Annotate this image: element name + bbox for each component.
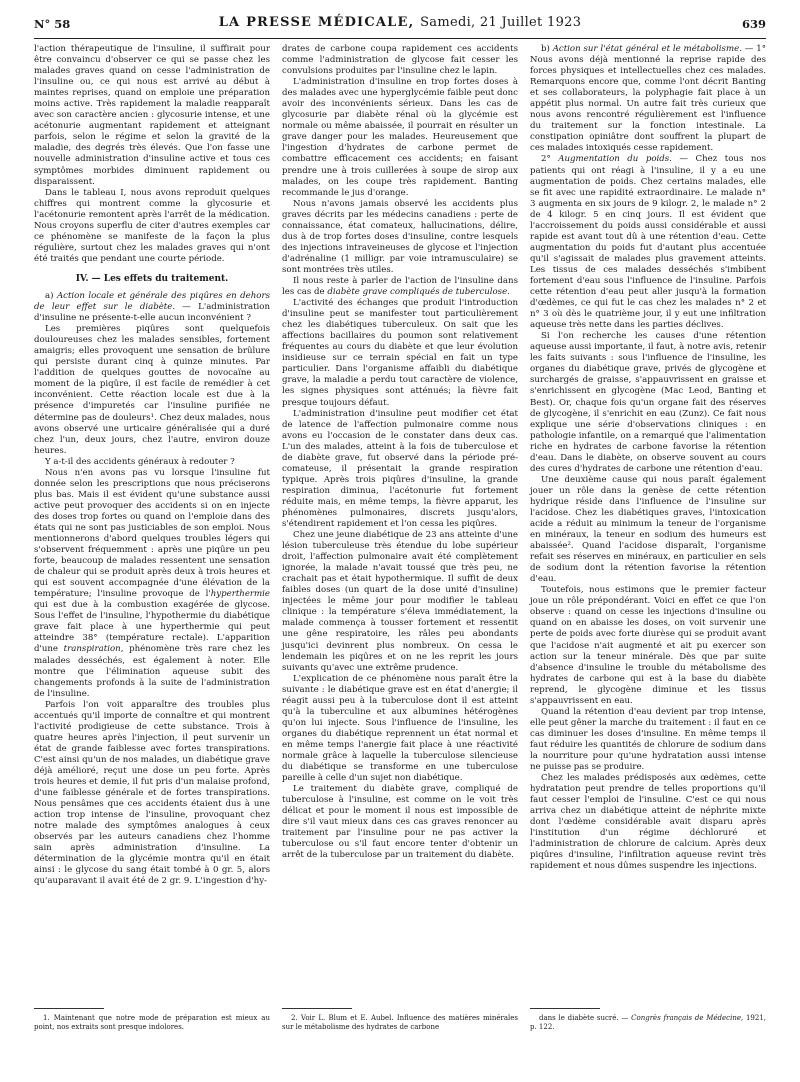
paragraph bbox=[530, 44, 766, 154]
paragraph: L'administration d'insuline en trop fortes doses à des malades avec une hyperglycémie faible peut donc avoir des inconvénients sérieux. Dans les cas de glycosurie par diabète rénal où la glycémie est normale ou même abaissée, il pourrait en résulter un grave danger pour les malades. Heureusement que l'ingestion d'hydrates de carbone permet de combattre efficacement ces accidents; en faisant prendre une à trois cuillerées à soupe de sirop aux malades, on les coupe très rapidement. Banting recommande le jus d'orange. bbox=[282, 77, 518, 198]
issue-number: N° 58 bbox=[34, 17, 71, 31]
section-heading: IV. — Les effets du traitement. bbox=[75, 273, 229, 284]
footnote-text: 2. Voir L. Blum et E. Aubel. Influence des matières minérales sur le métabolisme des hydrates de carbone bbox=[282, 1014, 518, 1031]
paragraph-text: qui est due à la combustion exagérée de glycose. Sous l'effet de l'insuline, l'hypothermie du diabétique grave fait place à une hyperthermie qui peut atteindre 38° (température rectale). L'apparition d'une bbox=[34, 600, 270, 655]
paragraph: L'explication de ce phénomène nous paraît être la suivante : le diabétique grave est en état d'anergie; il réagit aussi peu à la tuberculose dont il est atteint qu'à la tuberculine et aux albumines hétérogènes qu'on lui injecte. Sous l'influence de l'insuline, les organes du diabétique reprennent un état normal et en même temps l'anergie fait place à une réactivité normale grâce à laquelle la tuberculose silencieuse du diabétique se transforme en une tuberculose pareille à celle d'un sujet non diabétique. bbox=[282, 673, 518, 784]
footnote-2 bbox=[282, 1014, 518, 1033]
paragraph: l'action thérapeutique de l'insuline, il suffirait pour être convaincu d'observer ce qui se passe chez les malades graves quand on cesse l'administration de l'insuline ou, ce qui nous est arrivé au début à maintes reprises, quand on emploie une préparation moins active. Très rapidement la maladie reapparaît avec son caractère ancien : glycosurie intense, et une acétonurie augmentant rapidement et atteignant parfois, selon le régime et selon la gravité de la maladie, des degrés très élevés. Que l'on fasse une nouvelle administration d'insuline active et tous ces symptômes morbides diminuent rapidement ou disparaissent. bbox=[34, 44, 270, 187]
paragraph bbox=[282, 276, 518, 298]
paragraph: Parfois l'on voit apparaître des troubles plus accentués qu'il importe de connaître et qui montrent l'activité prodigieuse de cette substance. Trois à quatre heures après l'injection, il peut survenir un état de grande faiblesse avec fortes transpirations. C'est ainsi qu'un de nos malades, un diabétique grave déjà amélioré, reçut une dose un peu forte. Après trois heures et demie, il fut pris d'un malaise profond, d'une faiblesse générale et de fortes transpirations. Nous pensâmes que ces accidents étaient dus à une action trop intense de l'insuline, provoquant chez notre malade des symptômes analogues à ceux observés par les auteurs canadiens chez l'homme sain après administration d'insuline. La détermination de la glycémie montra qu'il en était ainsi : le glycose du sang était tombé à 0 gr. 5, alors qu'auparavant il avait été de 2 gr. 9. L'ingestion d'hy- bbox=[34, 699, 270, 887]
page-number: 639 bbox=[741, 17, 766, 31]
column-2 bbox=[282, 44, 518, 861]
issue-date: Samedi, 21 Juillet 1923 bbox=[420, 15, 582, 30]
citation-title: Congrès français de Médecine bbox=[631, 1014, 741, 1022]
paragraph-text: — Chez tous nos patients qui ont réagi à l'insuline, il y a eu une augmentation de poids. Chez certains malades, elle se fit avec une rapidité extraordinaire. Le malade n° 3 augmenta en six jours de 9 kilogr. 2, le malade n° 2 de 4 kilogr. 5 en cinq jours. Il est évident que l'accroissement du poids aussi considérable et aussi rapide est avant tout dû à une rétention d'eau. Cette augmentation du poids fut d'autant plus accentuée qu'il s'agissait de malades plus gravement atteints. Les tissus de ces malades desséchés s'imbibent fortement d'eau sous l'influence de l'insuline. Parfois cette rétention d'eau peut aller jusqu'à la formation d'œdèmes, ce qui fut le cas chez les malades n° 2 et n° 3 où dès le quatrième jour, il y eut une infiltration aqueuse très nette dans les parties déclives. bbox=[530, 154, 766, 331]
footnote-2-continued bbox=[530, 1014, 766, 1033]
emphasis: transpiration bbox=[63, 644, 121, 655]
subsection-title: Augmentation du poids. bbox=[558, 154, 672, 165]
footnote-rule bbox=[530, 1008, 600, 1009]
paragraph-text: Il nous reste à parler de l'action de l'insuline dans les cas de bbox=[282, 275, 518, 298]
paragraph: Chez une jeune diabétique de 23 ans atteinte d'une lésion tuberculeuse très étendue du lobe supérieur droit, l'affection pulmonaire avait été complètement ignorée, la malade n'avait toussé que très peu, ne crachait pas et était hypothermique. Il suffit de deux faibles doses (un quart de la dose unité d'insuline) injectées le même jour pour modifier le tableau clinique : la température s'éleva immédiatement, la malade commença à tousser fortement et ressentit une gêne respiratoire, les râles peu abondants jusqu'ici devinrent plus nombreux. On cessa le lendemain les piqûres et on ne les reprit les jours suivants qu'avec une extrême prudence. bbox=[282, 530, 518, 673]
footnote-text: 1. Maintenant que notre mode de préparation est mieux au point, nos extraits sont presque indolores. bbox=[34, 1014, 270, 1031]
paragraph: Y a-t-il des accidents généraux à redouter ? bbox=[45, 456, 235, 467]
paragraph-text: — L'administration d'insuline ne présente-t-elle aucun inconvénient ? bbox=[34, 302, 270, 324]
paragraph: Nous n'avons jamais observé les accidents plus graves décrits par les médecins canadiens : perte de connaissance, état comateux, hallucinations, délire, dus à de trop fortes doses d'insuline, contre lesquels des injections intraveineuses de glycose et l'injection d'adrénaline (1 milligr. par voie intramusculaire) se sont montrées très utiles. bbox=[282, 198, 518, 275]
paragraph: Le traitement du diabète grave, compliqué de tuberculose à l'insuline, est comme on le voit très délicat et pour le moment il nous est impossible de dire s'il vaut mieux dans ces cas graves renoncer au traitement par l'insuline pour ne pas activer la tuberculose ou s'il faut encore tenter d'obtenir un arrêt de la tuberculose par un traitement du diabète. bbox=[282, 784, 518, 861]
paragraph: L'activité des échanges que produit l'introduction d'insuline peut se manifester tout particulièrement chez les diabétiques tuberculeux. On sait que les affections bacillaires du poumon sont relativement fréquentes au cours du diabète et que leur évolution insidieuse sur ce terrain spécial en fait un type particulier. Dans l'organisme affaibli du diabétique grave, la maladie a perdu tout caractère de violence, les signes physiques sont atténués; la fièvre fait presque toujours défaut. bbox=[282, 298, 518, 408]
paragraph: drates de carbone coupa rapidement ces accidents comme l'administration de glycose fait cesser les convulsions produites par l'insuline chez le lapin. bbox=[282, 44, 518, 77]
subsection-marker: a) bbox=[45, 290, 57, 301]
journal-title bbox=[34, 15, 766, 30]
paragraph: L'administration d'insuline peut modifier cet état de latence de l'affection pulmonaire comme nous avons eu l'occasion de le constater dans deux cas. L'un des malades, atteint à la fois de tuberculose et de diabète grave, fut observé dans la période pré-comateuse, il présentait la grande respiration typique. Après trois piqûres d'insuline, la grande respiration diminua, l'acétonurie fut fortement réduite mais, en même temps, la fièvre apparut, les phénomènes pulmonaires, discrets jusqu'alors, s'étendirent rapidement et l'on cessa les piqûres. bbox=[282, 408, 518, 530]
footnote-rule bbox=[282, 1008, 352, 1009]
paragraph-text: — 1° Nous avons déjà mentionné la reprise rapide des forces physiques et intellectuelles chez ces malades. Remarquons encore que, comme l'ont décrit Banting et ses collaborateurs, la polyphagie fait place à un appétit plus normal. Un autre fait très curieux que nous avons rencontré régulièrement est l'influence du traitement sur la fonction intestinale. La constipation opiniâtre dont souffrent la plupart de ces malades intoxiqués cesse rapidement. bbox=[530, 44, 766, 154]
subsection-marker: b) bbox=[541, 44, 553, 54]
footnote-rule bbox=[34, 1008, 104, 1009]
paragraph bbox=[34, 291, 270, 324]
paragraph bbox=[530, 154, 766, 331]
paragraph: Quand la rétention d'eau devient par trop intense, elle peut gêner la marche du traitement : il faut en ce cas diminuer les doses d'insuline. En même temps il faut réduire les quantités de chlorure de sodium dans la nourriture pour qu'une hydratation aussi intense ne puisse pas se produire. bbox=[530, 706, 766, 773]
paragraph: Les premières piqûres sont quelquefois douloureuses chez les malades sensibles, fortement amaigris; elles provoquent une sensation de brûlure qui persiste durant cinq à quinze minutes. Par l'addition de quelques gouttes de novocaïne au moment de la piqûre, il est facile de remédier à cet inconvénient. Cette réaction locale est due à la présence d'impuretés car l'insuline purifiée ne détermine pas de douleurs¹. Chez deux malades, nous avons observé une urticaire généralisée qui a duré chez l'un, deux jours, chez l'autre, environ douze heures. bbox=[34, 324, 270, 456]
column-3 bbox=[530, 44, 766, 873]
footnote-1 bbox=[34, 1014, 270, 1033]
emphasis: hyperthermie bbox=[210, 589, 270, 600]
column-1 bbox=[34, 44, 270, 888]
paragraph: Si l'on recherche les causes d'une rétention aqueuse aussi importante, il faut, à notre avis, retenir les faits suivants : sous l'influence de l'insuline, les organes du diabétique grave, privés de glycogène et surchargés de graisse, s'appauvrissent en graisse et s'enrichissent en glycogène (Mac Leod, Banting et Best). Or, chaque fois qu'un organe fait des réserves de glycogène, il s'enrichit en eau (Zunz). Ce fait nous explique une série d'observations cliniques : en pathologie infantile, on a remarqué que l'alimentation riche en hydrates de carbone favorise la rétention d'eau. Dans le diabète, on observe souvent au cours des cures d'hydrates de carbone une rétention d'eau. bbox=[530, 331, 766, 474]
page-header bbox=[34, 14, 766, 39]
paragraph bbox=[34, 468, 270, 700]
paragraph-text: Nous n'en avons pas vu lorsque l'insuline fut donnée selon les prescriptions que nous préciserons plus bas. Mais il est évident qu'une substance aussi active peut provoquer des accidents si on en injecte des doses trop fortes ou quand on l'emploie dans des états qui ne sont pas justiciables de son emploi. Nous mentionnerons d'abord quelques troubles légers qui s'observent fréquemment : après une piqûre un peu forte, beaucoup de malades ressentent une sensation de chaleur qui se produit après deux à trois heures et qui est souvent accompagnée d'une élévation de la température; l'insuline provoque de l' bbox=[34, 467, 270, 600]
paragraph: Une deuxième cause qui nous paraît également jouer un rôle dans la genèse de cette rétention hydrique réside dans l'influence de l'insuline sur l'acidose. Chez les diabétiques graves, l'intoxication acide a réduit au minimum la teneur de l'organisme en minéraux, la teneur en sodium des humeurs est abaissée². Quand l'acidose disparaît, l'organisme refait ses réserves en minéraux, en particulier en sels de sodium dont la rétention favorise la rétention d'eau. bbox=[530, 474, 766, 585]
paragraph: Toutefois, nous estimons que le premier facteur joue un rôle prépondérant. Voici en effet ce que l'on observe : quand on cesse les injections d'insuline ou quand on en abaisse les doses, on voit survenir une perte de poids avec forte diurèse qui se produit avant que l'acidose n'ait augmenté et ait pu exercer son action sur la teneur minérale. Dès que par suite d'absence d'insuline le trouble du métabolisme des hydrates de carbone qui est à la base du diabète reprend, le glycogène diminue et les tissus s'appauvrissent en eau. bbox=[530, 585, 766, 706]
paragraph: Chez les malades prédisposés aux œdèmes, cette hydratation peut prendre de telles proportions qu'il faut cesser l'emploi de l'insuline. C'est ce qui nous arriva chez un diabétique atteint de néphrite mixte dont l'œdème considérable avait disparu après l'institution d'un régime déchloruré et l'administration de chlorure de calcium. Après deux piqûres d'insuline, l'infiltration aqueuse revint très rapidement et nous dûmes suspendre les injections. bbox=[530, 773, 766, 872]
footnote-part: dans le diabète sucré. — bbox=[539, 1014, 632, 1022]
subsection-title: Action sur l'état général et le métabolisme. bbox=[552, 44, 742, 54]
emphasis: diabète grave compliqués de tuberculose. bbox=[327, 287, 510, 298]
paragraph-text: , phénomène très rare chez les malades desséchés, est également à noter. Elle montre que l'élimination aqueuse subit des changements profonds à la suite de l'administration de l'insuline. bbox=[34, 644, 270, 699]
subsection-title: Action locale et générale des piqûres en dehors de leur effet sur le diabète. bbox=[34, 290, 270, 313]
paragraph: Dans le tableau I, nous avons reproduit quelques chiffres qui montrent comme la glycosurie et l'acétonurie remontent après l'arrêt de la médication. Nous croyons superflu de citer d'autres exemples car ce phénomène se manifeste de la façon la plus régulière, surtout chez les malades graves qui n'ont été traités que pendant une courte période. bbox=[34, 187, 270, 264]
subsection-marker: 2° bbox=[541, 154, 559, 165]
footnote-part: , 1921, p. 122. bbox=[530, 1014, 766, 1031]
footnote-text bbox=[530, 1014, 766, 1032]
journal-name: LA PRESSE MÉDICALE, bbox=[218, 15, 415, 30]
